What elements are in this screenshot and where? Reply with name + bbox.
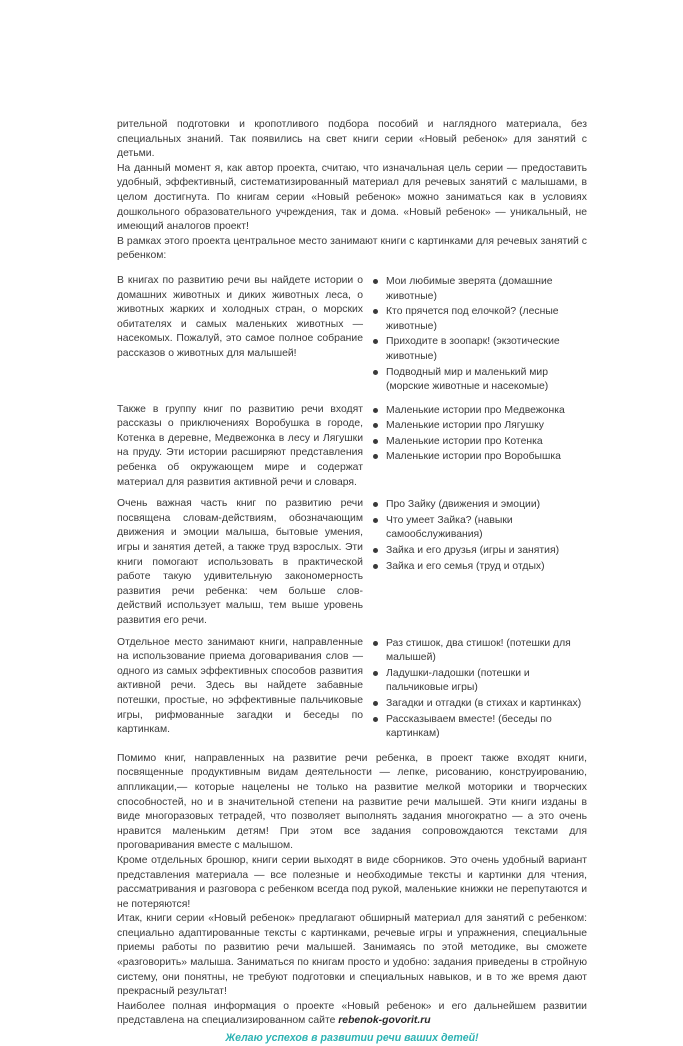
- book-list-item: Зайка и его семья (труд и отдых): [373, 560, 587, 575]
- book-group-animals: [117, 274, 587, 396]
- outro-paragraph: Кроме отдельных брошюр, книги серии выходят в виде сборников. Это очень удобный вариант представления материала — все полезные и необходимые тексты и картинки для чтения, рассматривания и разговора с ребенком всегда под рукой, маленькие книжки не перепутаются и не потеряются!: [117, 854, 587, 910]
- book-group-rhymes: [117, 636, 587, 743]
- intro-paragraph: В рамках этого проекта центральное место занимают книги с картинками для речевых занятий с ребенком:: [117, 235, 587, 262]
- book-list-item: Маленькие истории про Воробышка: [373, 450, 587, 465]
- final-text: Наиболее полная информация о проекте «Новый ребенок» и его дальнейшем развитии представлена на специализированном сайте: [117, 1000, 587, 1027]
- site-link[interactable]: rebenok-govorit.ru: [338, 1015, 431, 1027]
- intro-paragraph: рительной подготовки и кропотливого подбора пособий и наглядного материала, без специальных знаний. Так появились на свет книги серии «Новый ребенок» для занятий с детьми.: [117, 119, 587, 160]
- outro-paragraph: Итак, книги серии «Новый ребенок» предлагают обширный материал для занятий с ребенком: специально адаптированные тексты с картинками, речевые игры и упражнения, специальные приемы работы по развитию речи малышей. Занимаясь по этой методике, вы сможете «разговорить» малыша. Заниматься по книгам просто и удобно: задания приведены в стройную систему, они понятны, не требуют подготовки и специальных навыков, и в то же время дают прекрасный результат!: [117, 913, 587, 998]
- outro-paragraph: Помимо книг, направленных на развитие речи ребенка, в проект также входят книги, посвященные продуктивным видам деятельности — лепке, рисованию, конструированию, аппликации,— которые нацелены не только на развитие мелкой моторики и творческих способностей, но и в значительной степени на развитие речи малышей. Эти книги изданы в виде многоразовых тетрадей, что позволяет выполнять задания многократно — а это очень нравится маленьким детям! При этом все задания сопровождаются текстами для проговаривания вместе с малышом.: [117, 752, 587, 852]
- book-list-item: Маленькие истории про Лягушку: [373, 419, 587, 434]
- group-description: Отдельное место занимают книги, направленные на использование приема договаривания слов — одного из самых эффективных способов развития активной речи. Здесь вы найдете забавные потешки, простые, но эффективные пальчиковые игры, рифмованные загадки и беседы по картинкам.: [117, 636, 363, 736]
- intro-paragraph: На данный момент я, как автор проекта, считаю, что изначальная цель серии — предоставить удобный, эффективный, систематизированный материал для речевых занятий с малышами, в целом достигнута. По книгам серии «Новый ребенок» можно заниматься как в условиях дошкольного образовательного учреждения, так и дома. «Новый ребенок» — уникальный, не имеющий аналогов проект!: [117, 162, 587, 233]
- book-list: [373, 404, 587, 465]
- book-list-item: Маленькие истории про Медвежонка: [373, 404, 587, 419]
- group-description: В книгах по развитию речи вы найдете истории о домашних животных и диких животных леса, о животных жарких и холодных стран, о морских обитателях и самых маленьких животных — насекомых. Пожалуй, это самое полное собрание рассказов о животных для малышей!: [117, 274, 363, 359]
- book-list-item: Кто прячется под елочкой? (лесные животные): [373, 305, 587, 334]
- book-list-item: Зайка и его друзья (игры и занятия): [373, 544, 587, 559]
- book-list-item: Про Зайку (движения и эмоции): [373, 498, 587, 513]
- closing-wish: Желаю успехов в развитии речи ваших детей!: [225, 1032, 479, 1045]
- group-description: Очень важная часть книг по развитию речи посвящена словам-действиям, обозначающим движения и эмоции малыша, бытовые умения, игры и занятия детей, а также труд взрослых. Эти книги помогают использовать в практической работе такую удивительную закономерность развития речи ребенка: чем больше слов-действий использует малыш, тем выше уровень развития его речи.: [117, 498, 363, 626]
- book-list-item: Что умеет Зайка? (навыки самообслуживания): [373, 514, 587, 543]
- book-list: [373, 637, 587, 742]
- book-list-item: Приходите в зоопарк! (экзотические животные): [373, 335, 587, 364]
- book-list: [373, 498, 587, 574]
- final-paragraph: [117, 1000, 587, 1029]
- book-group-actions: [117, 497, 587, 628]
- book-list-item: Ладушки-ладошки (потешки и пальчиковые игры): [373, 667, 587, 696]
- group-description: Также в группу книг по развитию речи входят рассказы о приключениях Воробушка в городе, Котенка в деревне, Медвежонка в лесу и Лягушки на пруду. Эти истории расширяют представления ребенка об окружающем мире и содержат материал для развития активной речи и словаря.: [117, 403, 363, 488]
- book-group-stories: [117, 403, 587, 491]
- book-list: [373, 275, 587, 395]
- book-groups: [117, 274, 587, 743]
- book-list-item: Маленькие истории про Котенка: [373, 435, 587, 450]
- book-list-item: Мои любимые зверята (домашние животные): [373, 275, 587, 304]
- book-list-item: Загадки и отгадки (в стихах и картинках): [373, 697, 587, 712]
- book-list-item: Подводный мир и маленький мир (морские животные и насекомые): [373, 366, 587, 395]
- book-list-item: Рассказываем вместе! (беседы по картинкам): [373, 713, 587, 742]
- page-content: [117, 118, 587, 1046]
- closing-section: [117, 752, 587, 1046]
- book-list-item: Раз стишок, два стишок! (потешки для малышей): [373, 637, 587, 666]
